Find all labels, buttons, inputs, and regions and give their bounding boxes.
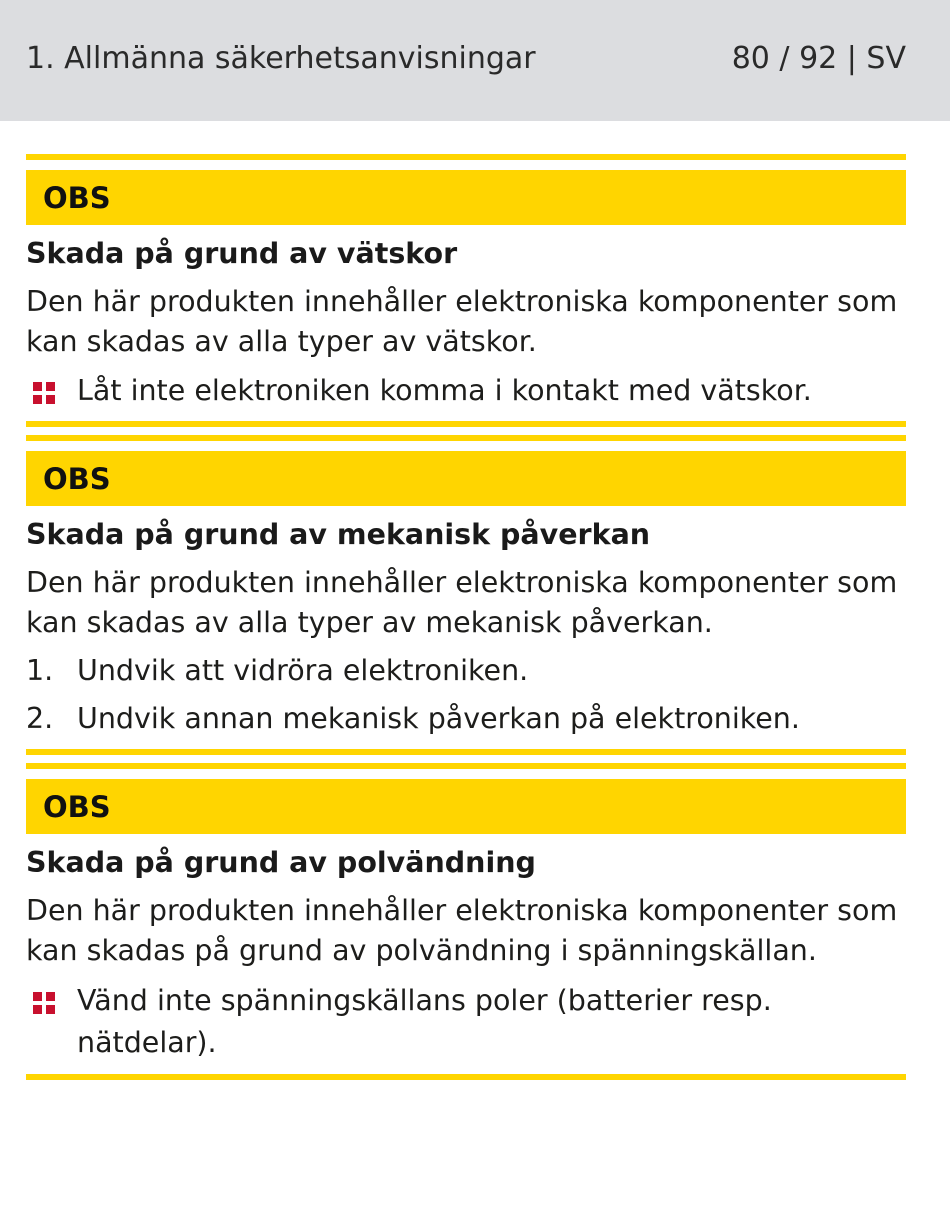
list-item-number: 2. — [26, 702, 54, 735]
notice-body: Den här produkten innehåller elektroniska komponenter som kan skadas av alla typer av mekanisk påverkan. — [26, 566, 898, 639]
notice-label: OBS — [43, 789, 111, 824]
notice-label-bar — [26, 170, 906, 225]
notice-top-rule — [26, 435, 906, 441]
list-item-text: Låt inte elektroniken komma i kontakt med vätskor. — [77, 374, 812, 407]
notice-label: OBS — [43, 180, 111, 215]
notice-body: Den här produkten innehåller elektroniska komponenter som kan skadas på grund av polvändning i spänningskällan. — [26, 894, 898, 967]
chapter-title: 1. Allmänna säkerhetsanvisningar — [26, 41, 536, 76]
notice-label: OBS — [43, 461, 111, 496]
notice-label-bar — [26, 451, 906, 506]
list-item — [26, 371, 906, 411]
page-header — [0, 0, 950, 121]
notice-bottom-rule — [26, 421, 906, 427]
notice-body: Den här produkten innehåller elektroniska komponenter som kan skadas av alla typer av vätskor. — [26, 285, 898, 358]
notice-polarity — [26, 763, 906, 1080]
notice-title: Skada på grund av polvändning — [26, 846, 536, 879]
notice-mechanical — [26, 435, 906, 755]
page-indicator: 80 / 92 | SV — [731, 41, 906, 76]
notice-liquids — [26, 154, 906, 427]
notice-bottom-rule — [26, 1074, 906, 1080]
list-item — [26, 651, 906, 691]
warning-squares-icon — [33, 382, 55, 404]
list-item-number: 1. — [26, 654, 54, 687]
notice-bottom-rule — [26, 749, 906, 755]
notice-title: Skada på grund av vätskor — [26, 237, 458, 270]
list-item-text: Undvik att vidröra elektroniken. — [77, 654, 529, 687]
page-content — [0, 154, 950, 1080]
warning-squares-icon — [33, 992, 55, 1014]
notice-top-rule — [26, 763, 906, 769]
list-item-text: Undvik annan mekanisk påverkan på elektroniken. — [77, 702, 800, 735]
notice-title: Skada på grund av mekanisk påverkan — [26, 518, 651, 551]
notice-top-rule — [26, 154, 906, 160]
notice-label-bar — [26, 779, 906, 834]
list-item — [26, 980, 906, 1064]
list-item-text: Vänd inte spänningskällans poler (batterier resp. nätdelar). — [77, 984, 772, 1059]
list-item — [26, 699, 906, 739]
